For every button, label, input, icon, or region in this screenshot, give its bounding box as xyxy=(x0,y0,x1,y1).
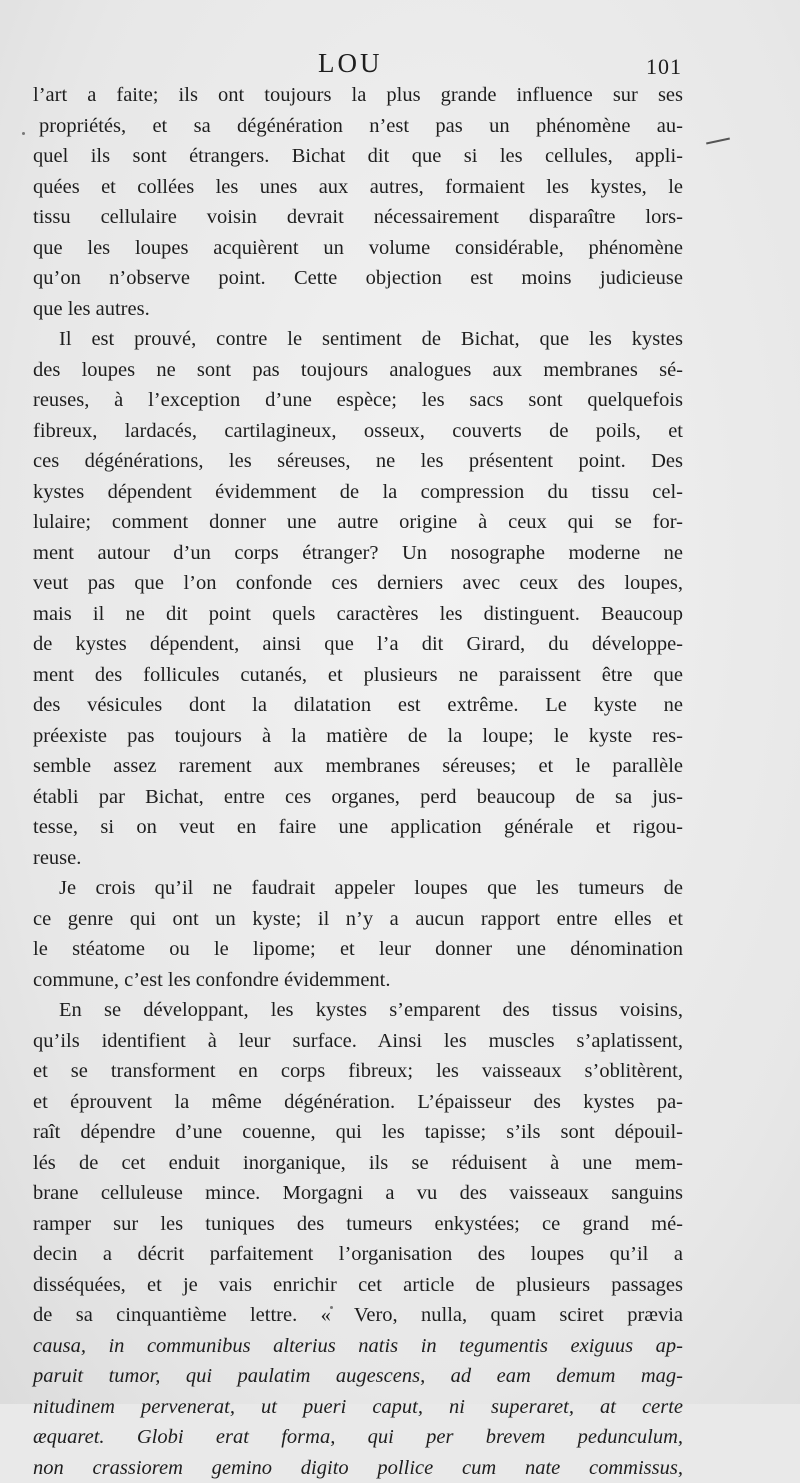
text-line: non crassiorem gemino digito pollice cum nate commissus, xyxy=(33,1453,683,1483)
text-line: veut pas que l’on confonde ces derniers avec ceux des loupes, xyxy=(33,568,683,599)
text-line: mais il ne dit point quels caractères les distinguent. Beaucoup xyxy=(33,599,683,630)
text-line: raît dépendre d’une couenne, qui les tapisse; s’ils sont dépouil- xyxy=(33,1117,683,1148)
text-line: brane celluleuse mince. Morgagni a vu des vaisseaux sanguins xyxy=(33,1178,683,1209)
text-line: lulaire; comment donner une autre origine à ceux qui se for- xyxy=(33,507,683,538)
text-line: établi par Bichat, entre ces organes, perd beaucoup de sa jus- xyxy=(33,782,683,813)
text-line: des vésicules dont la dilatation est extrême. Le kyste ne xyxy=(33,690,683,721)
text-line: æquaret. Globi erat forma, qui per brevem pedunculum, xyxy=(33,1422,683,1453)
text-line: Il est prouvé, contre le sentiment de Bichat, que les kystes xyxy=(33,324,683,355)
text-line: qu’ils identifient à leur surface. Ainsi les muscles s’aplatissent, xyxy=(33,1026,683,1057)
text-line: que les loupes acquièrent un volume considérable, phénomène xyxy=(33,233,683,264)
text-line: tesse, si on veut en faire une application générale et rigou- xyxy=(33,812,683,843)
text-line: quel ils sont étrangers. Bichat dit que si les cellules, appli- xyxy=(33,141,683,172)
margin-pen-mark xyxy=(706,138,730,145)
text-line: lés de cet enduit inorganique, ils se réduisent à une mem- xyxy=(33,1148,683,1179)
text-line: et éprouvent la même dégénération. L’épaisseur des kystes pa- xyxy=(33,1087,683,1118)
text-line: l’art a faite; ils ont toujours la plus grande influence sur ses xyxy=(33,80,683,111)
text-line: causa, in communibus alterius natis in tegumentis exiguus ap- xyxy=(33,1331,683,1362)
text-line: propriétés, et sa dégénération n’est pas un phénomène au- xyxy=(33,111,683,142)
text-line: ce genre qui ont un kyste; il n’y a aucun rapport entre elles et xyxy=(33,904,683,935)
text-line: le stéatome ou le lipome; et leur donner une dénomination xyxy=(33,934,683,965)
text-line: quées et collées les unes aux autres, formaient les kystes, le xyxy=(33,172,683,203)
text-line: Je crois qu’il ne faudrait appeler loupes que les tumeurs de xyxy=(33,873,683,904)
running-head: LOU xyxy=(318,48,383,79)
text-line: En se développant, les kystes s’emparent des tissus voisins, xyxy=(33,995,683,1026)
text-line: tissu cellulaire voisin devrait nécessairement disparaître lors- xyxy=(33,202,683,233)
text-line: commune, c’est les confondre évidemment. xyxy=(33,965,683,996)
body-text xyxy=(33,80,683,1483)
text-line: ces dégénérations, les séreuses, ne les présentent point. Des xyxy=(33,446,683,477)
text-line: qu’on n’observe point. Cette objection est moins judicieuse xyxy=(33,263,683,294)
text-line: des loupes ne sont pas toujours analogues aux membranes sé- xyxy=(33,355,683,386)
text-line: disséquées, et je vais enrichir cet article de plusieurs passages xyxy=(33,1270,683,1301)
text-line: préexiste pas toujours à la matière de la loupe; le kyste res- xyxy=(33,721,683,752)
text-line: que les autres. xyxy=(33,294,683,325)
text-line: de kystes dépendent, ainsi que l’a dit Girard, du développe- xyxy=(33,629,683,660)
text-line: paruit tumor, qui paulatim augescens, ad eam demum mag- xyxy=(33,1361,683,1392)
text-line: decin a décrit parfaitement l’organisation des loupes qu’il a xyxy=(33,1239,683,1270)
text-line: de sa cinquantième lettre. « Vero, nulla, quam sciret prævia xyxy=(33,1300,683,1331)
text-line: reuse. xyxy=(33,843,683,874)
ink-speck xyxy=(22,132,25,135)
text-line: ment des follicules cutanés, et plusieurs ne paraissent être que xyxy=(33,660,683,691)
text-line: reuses, à l’exception d’une espèce; les sacs sont quelquefois xyxy=(33,385,683,416)
text-line: semble assez rarement aux membranes séreuses; et le parallèle xyxy=(33,751,683,782)
text-line: et se transforment en corps fibreux; les vaisseaux s’oblitèrent, xyxy=(33,1056,683,1087)
page-number: 101 xyxy=(646,54,682,80)
text-line: fibreux, lardacés, cartilagineux, osseux, couverts de poils, et xyxy=(33,416,683,447)
text-line: kystes dépendent évidemment de la compression du tissu cel- xyxy=(33,477,683,508)
text-line: ment autour d’un corps étranger? Un nosographe moderne ne xyxy=(33,538,683,569)
text-line: nitudinem pervenerat, ut pueri caput, ni superaret, at certe xyxy=(33,1392,683,1423)
text-line: ramper sur les tuniques des tumeurs enkystées; ce grand mé- xyxy=(33,1209,683,1240)
